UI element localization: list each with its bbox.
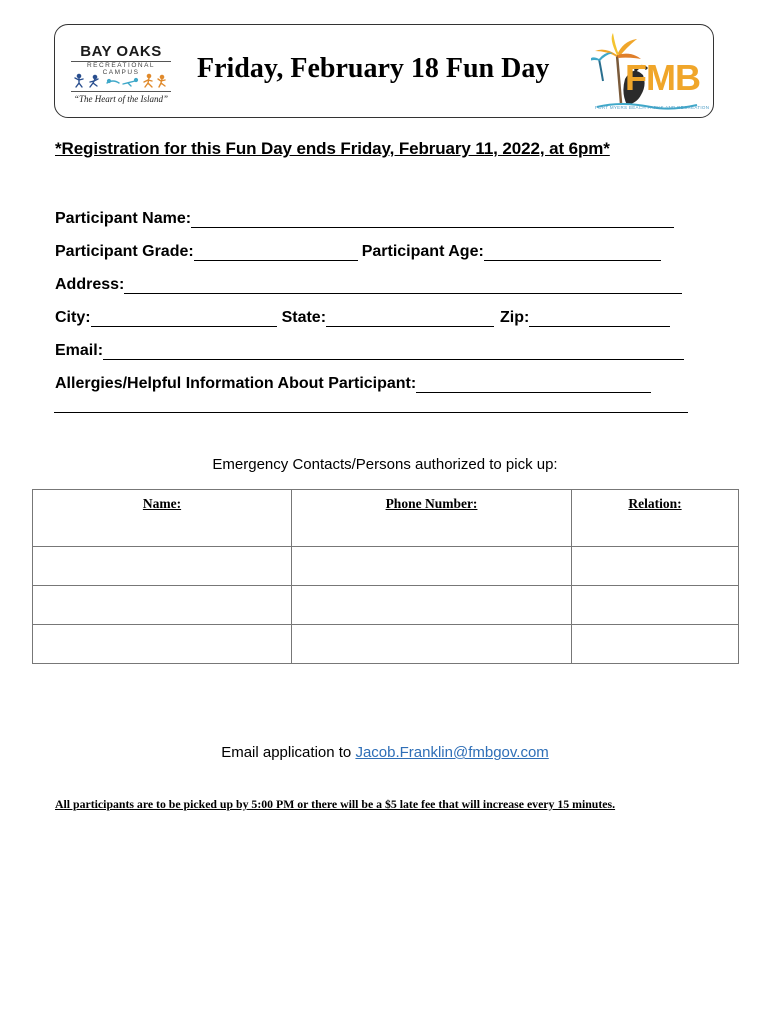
pickup-notice: All participants are to be picked up by 5:00 PM or there will be a $5 late fee that will increase every 15 minutes. [55,797,616,811]
participant-name-field[interactable] [191,212,674,228]
sports-figures-icon [73,73,169,89]
contact-relation-cell[interactable] [572,625,739,664]
contact-relation-cell[interactable] [572,547,739,586]
participant-age-label: Participant Age: [361,243,484,260]
table-row [33,547,739,586]
participant-grade-label: Participant Grade: [55,243,194,260]
contact-phone-cell[interactable] [292,547,572,586]
email-row [55,338,684,360]
participant-name-row [55,206,674,228]
participant-grade-field[interactable] [194,245,358,261]
column-header-phone: Phone Number: [292,490,572,547]
participant-name-label: Participant Name: [55,210,192,227]
header-box [54,24,714,118]
contact-name-cell[interactable] [33,625,292,664]
allergies-row [55,371,651,393]
participant-age-field[interactable] [484,245,661,261]
bay-oaks-logo-subtitle: RECREATIONAL CAMPUS [86,62,156,76]
table-row [33,586,739,625]
contact-phone-cell[interactable] [292,625,572,664]
bay-oaks-logo [69,43,173,111]
fmb-logo-small-text: FORT MYERS BEACH PARKS AND RECREATION [595,105,710,110]
emergency-contacts-heading: Emergency Contacts/Persons authorized to pick up: [212,456,558,473]
zip-field[interactable] [529,311,670,327]
contact-name-cell[interactable] [33,547,292,586]
contact-phone-cell[interactable] [292,586,572,625]
zip-label: Zip: [500,309,530,326]
address-label: Address: [55,276,125,293]
address-field[interactable] [124,278,682,294]
city-label: City: [55,309,91,326]
emergency-contacts-table [32,489,739,664]
city-state-zip-row [55,305,670,327]
allergies-field-continued[interactable] [54,397,688,413]
grade-age-row [55,239,661,261]
column-header-relation: Relation: [572,490,739,547]
contact-name-cell[interactable] [33,586,292,625]
address-row [55,272,682,294]
email-label: Email: [55,342,104,359]
state-field[interactable] [326,311,494,327]
city-field[interactable] [91,311,277,327]
email-application-line [0,744,770,761]
table-row [33,625,739,664]
contact-relation-cell[interactable] [572,586,739,625]
email-application-link[interactable]: Jacob.Franklin@fmbgov.com [355,744,549,761]
email-field[interactable] [103,344,684,360]
registration-notice: *Registration for this Fun Day ends Friday, February 11, 2022, at 6pm* [55,139,610,158]
allergies-label: Allergies/Helpful Information About Participant: [55,375,417,392]
fmb-logo [591,33,710,115]
table-header-row [33,490,739,547]
event-title: Friday, February 18 Fun Day [197,53,550,84]
state-label: State: [281,309,327,326]
column-header-name: Name: [33,490,292,547]
bay-oaks-logo-tagline: “The Heart of the Island” [73,94,168,104]
fmb-logo-letters: FMB [625,57,700,98]
allergies-field[interactable] [416,377,651,393]
bay-oaks-logo-title: BAY OAKS [80,43,162,60]
logo-divider [71,91,171,92]
email-application-prefix: Email application to [221,744,352,761]
